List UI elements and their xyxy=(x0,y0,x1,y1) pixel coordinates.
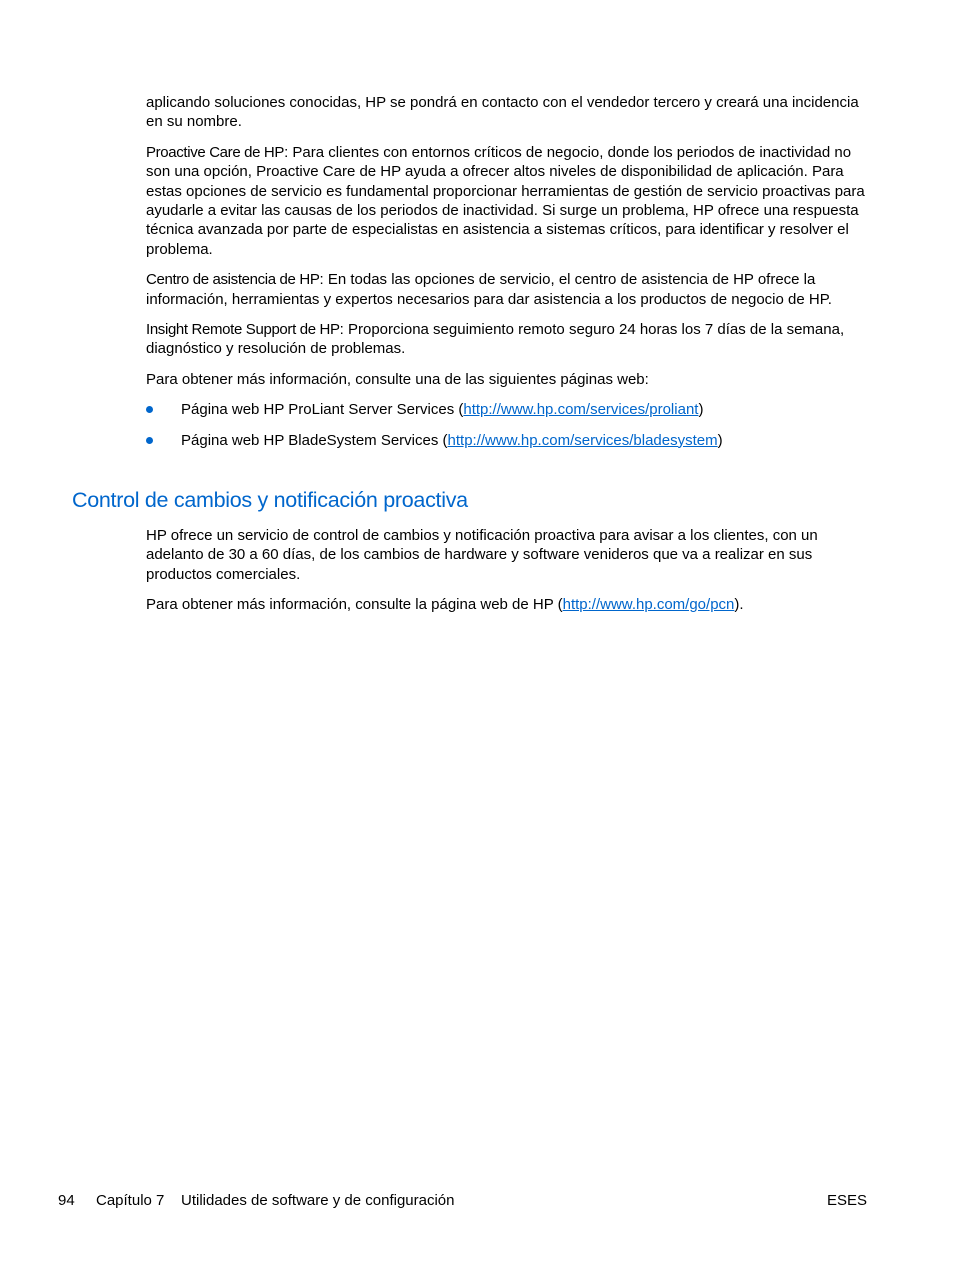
locale-code: ESES xyxy=(826,1192,867,1209)
service-insight-remote-support xyxy=(146,320,868,359)
intro-paragraph: aplicando soluciones conocidas, HP se pondrá en contacto con el vendedor tercero y creará una incidencia en su nombre. xyxy=(146,94,859,131)
list-item xyxy=(146,431,868,450)
more-info-paragraph: Para obtener más información, consulte una de las siguientes páginas web: xyxy=(146,370,649,388)
list-item-prefix: Página web HP ProLiant Server Services ( xyxy=(181,401,464,419)
term-proactive-care: Proactive Care de HP xyxy=(146,143,285,161)
web-pages-list xyxy=(146,400,868,450)
list-item-prefix: Página web HP BladeSystem Services ( xyxy=(181,431,448,449)
term-insight-remote-support: Insight Remote Support de HP xyxy=(146,321,340,339)
section-info-suffix: ). xyxy=(734,596,744,614)
section-paragraph: HP ofrece un servicio de control de cambios y notificación proactiva para avisar a los clientes, con un adelanto de 30 a 60 días, de los cambios de hardware y software venideros que va a realizar en sus productos comerciales. xyxy=(146,527,818,583)
term-support-center: Centro de asistencia de HP xyxy=(146,271,320,289)
chapter-label: Capítulo 7 xyxy=(96,1192,165,1209)
service-support-center xyxy=(146,270,868,309)
bullet-icon xyxy=(146,406,153,413)
bullet-icon xyxy=(146,437,153,444)
section-info-prefix: Para obtener más información, consulte la página web de HP ( xyxy=(146,596,563,614)
page-number: 94 xyxy=(58,1192,75,1209)
description-proactive-care: : Para clientes con entornos críticos de negocio, donde los periodos de inactividad no son una opción, Proactive Care de HP ayuda a ofrecer altos niveles de disponibilidad de aplicación. Para estas opciones de servicio es fundamental proporcionar herramientas de gestión de servicio proactivas para ayudarle a evitar las causas de los periodos de inactividad. Si surge un problema, HP ofrece una respuesta técnica avanzada por parte de especialistas en asistencia a sistemas críticos, para identificar y resolver el problema. xyxy=(146,143,865,258)
list-item-suffix: ) xyxy=(717,431,723,449)
chapter-title: Utilidades de software y de configuración xyxy=(181,1192,455,1209)
service-proactive-care xyxy=(146,143,868,259)
pcn-link[interactable]: http://www.hp.com/go/pcn xyxy=(562,596,735,614)
section-info-paragraph xyxy=(146,595,868,614)
list-item-suffix: ) xyxy=(698,401,704,419)
proliant-services-link[interactable]: http://www.hp.com/services/proliant xyxy=(463,401,699,419)
list-item xyxy=(146,400,868,419)
bladesystem-services-link[interactable]: http://www.hp.com/services/bladesystem xyxy=(447,431,718,449)
description-support-center: : En todas las opciones de servicio, el centro de asistencia de HP ofrece la información, herramientas y expertos necesarios para dar asistencia a los productos de negocio de HP. xyxy=(146,271,832,308)
description-insight-remote-support: : Proporciona seguimiento remoto seguro 24 horas los 7 días de la semana, diagnóstico y resolución de problemas. xyxy=(146,321,845,358)
page-footer xyxy=(58,1191,867,1211)
section-content xyxy=(146,526,868,626)
main-content xyxy=(146,93,868,461)
section-heading: Control de cambios y notificación proactiva xyxy=(72,488,468,512)
